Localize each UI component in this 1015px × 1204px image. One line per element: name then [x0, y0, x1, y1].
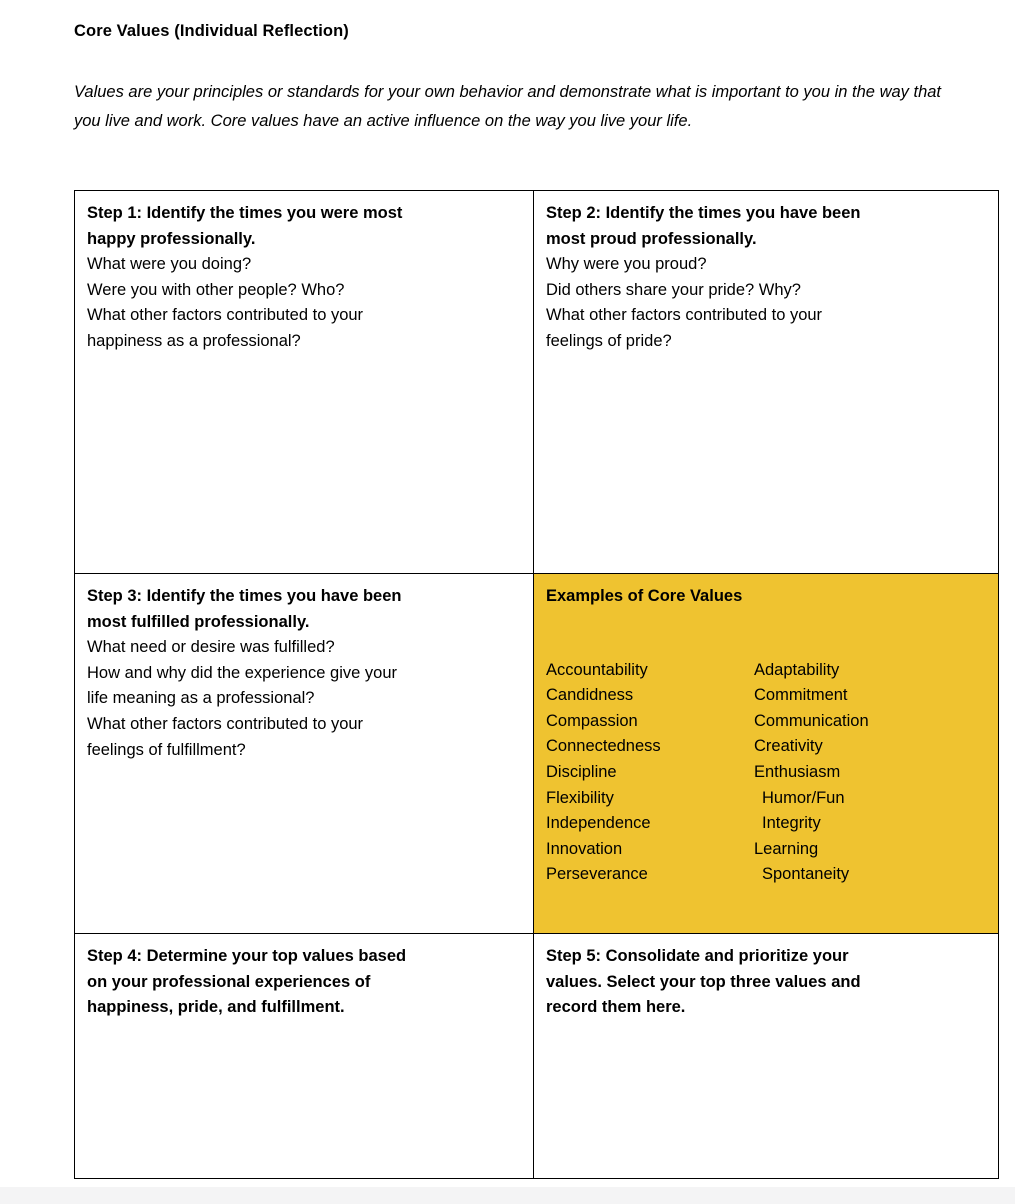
step-4-heading-line-1: Step 4: Determine your top values based: [87, 947, 407, 965]
list-item: Spontaneity: [762, 865, 850, 884]
step-2-question-1: Why were you proud?: [546, 255, 707, 274]
step-1-question-1: What were you doing?: [87, 255, 252, 274]
list-item: Integrity: [762, 814, 821, 833]
step-2-heading-line-2: most proud professionally.: [546, 229, 757, 248]
core-values-list: [546, 658, 988, 888]
list-item: Compassion: [546, 711, 638, 730]
step-5-heading-line-2: values. Select your top three values and: [546, 972, 861, 991]
list-item: Humor/Fun: [762, 788, 845, 807]
step-3-heading-line-1: Step 3: Identify the times you have been: [87, 587, 402, 605]
list-item: Creativity: [754, 737, 823, 756]
list-item: Innovation: [546, 839, 623, 858]
core-values-worksheet-table: [74, 190, 999, 1179]
step-5-cell[interactable]: [534, 934, 999, 1179]
list-item: Enthusiasm: [754, 762, 841, 781]
step-5-heading-line-3: record them here.: [546, 998, 686, 1017]
step-3-question-1: What need or desire was fulfilled?: [87, 638, 335, 657]
list-item: Communication: [754, 711, 869, 730]
step-2-question-2: Did others share your pride? Why?: [546, 280, 801, 299]
step-4-cell[interactable]: [75, 934, 534, 1179]
step-3-question-2-line-2: life meaning as a professional?: [87, 689, 315, 708]
step-3-question-2-line-1: How and why did the experience give your: [87, 663, 398, 682]
core-values-column-2: [754, 658, 954, 888]
step-3-question-3-line-1: What other factors contributed to your: [87, 714, 364, 733]
step-1-cell[interactable]: [75, 191, 534, 574]
step-1-heading-line-1: Step 1: Identify the times you were most: [87, 204, 403, 222]
list-item: Candidness: [546, 686, 634, 705]
table-row: [75, 934, 999, 1179]
step-1-heading-line-2: happy professionally.: [87, 229, 256, 248]
step-5-heading-line-1: Step 5: Consolidate and prioritize your: [546, 947, 849, 965]
examples-of-core-values-cell: [534, 574, 999, 934]
step-2-heading-line-1: Step 2: Identify the times you have been: [546, 204, 861, 222]
list-item: Adaptability: [754, 660, 840, 679]
examples-spacer: [546, 610, 988, 658]
core-values-column-1: [546, 658, 754, 888]
table-row: [75, 191, 999, 574]
page-title: Core Values (Individual Reflection): [74, 22, 349, 40]
list-item: Flexibility: [546, 788, 614, 807]
step-2-cell[interactable]: [534, 191, 999, 574]
intro-paragraph: Values are your principles or standards for your own behavior and demonstrate what is important to you in the way that you live and work. Core values have an active influence on the way you live your life.: [74, 83, 942, 130]
list-item: Discipline: [546, 762, 617, 781]
step-3-question-3-line-2: feelings of fulfillment?: [87, 740, 246, 759]
step-1-question-2: Were you with other people? Who?: [87, 280, 345, 299]
step-3-heading-line-2: most fulfilled professionally.: [87, 612, 310, 631]
table-row: [75, 574, 999, 934]
step-3-cell[interactable]: [75, 574, 534, 934]
step-4-heading-line-3: happiness, pride, and fulfillment.: [87, 998, 345, 1017]
step-2-question-3-line-2: feelings of pride?: [546, 331, 672, 350]
list-item: Commitment: [754, 686, 848, 705]
list-item: Accountability: [546, 660, 648, 679]
list-item: Independence: [546, 814, 651, 833]
list-item: Connectedness: [546, 737, 661, 756]
step-1-question-3-line-2: happiness as a professional?: [87, 331, 301, 350]
list-item: Learning: [754, 839, 819, 858]
step-2-question-3-line-1: What other factors contributed to your: [546, 306, 823, 325]
examples-heading: Examples of Core Values: [546, 587, 743, 605]
list-item: Perseverance: [546, 865, 648, 884]
step-4-heading-line-2: on your professional experiences of: [87, 972, 371, 991]
step-1-question-3-line-1: What other factors contributed to your: [87, 306, 364, 325]
page-bottom-strip: [0, 1187, 1015, 1204]
